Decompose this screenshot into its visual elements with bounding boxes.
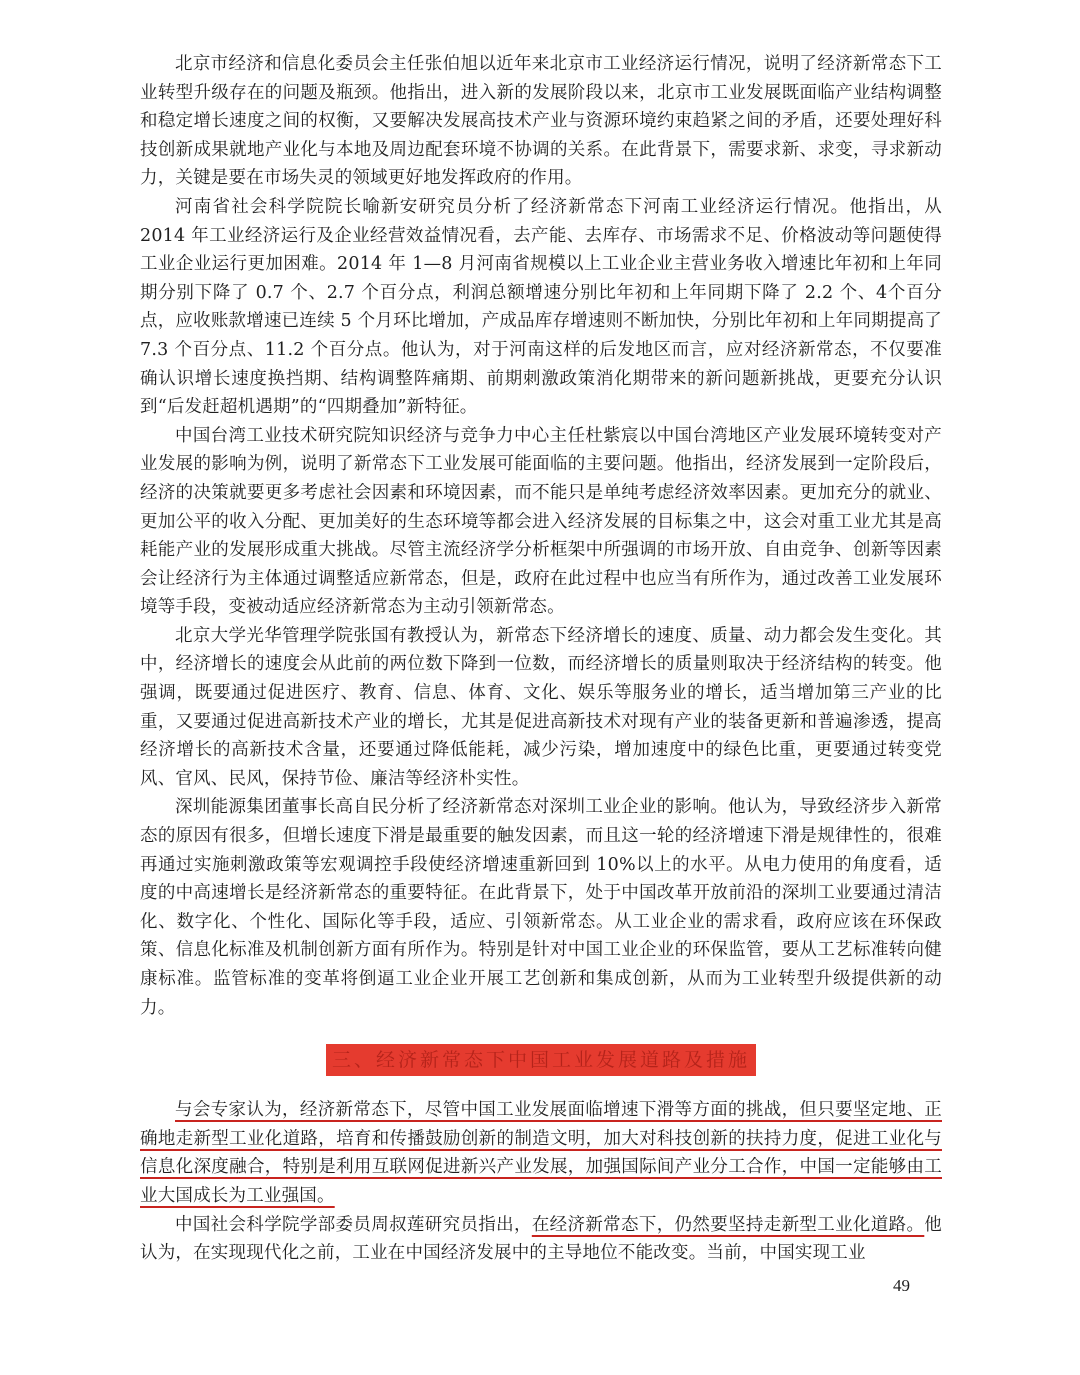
page-number: 49 — [893, 1276, 910, 1295]
paragraph-rest-text: 他认为，在实现现代化之前，工业在中国经济发展中的主导地位不能改变。当前，中国实现工业 — [140, 1214, 942, 1264]
section-heading-wrap — [140, 1044, 942, 1076]
paragraph-taiwan: 中国台湾工业技术研究院知识经济与竞争力中心主任杜紫宸以中国台湾地区产业发展环境转变对产业发展的影响为例，说明了新常态下工业发展可能面临的主要问题。他指出，经济发展到一定阶段后，经济的决策就要更多考虑社会因素和环境因素，而不能只是单纯考虑经济效率因素。更加充分的就业、更加公平的收入分配、更加美好的生态环境等都会进入经济发展的目标集之中，这会对重工业尤其是高耗能产业的发展形成重大挑战。尽管主流经济学分析框架中所强调的市场开放、自由竞争、创新等因素会让经济行为主体通过调整适应新常态，但是，政府在此过程中也应当有所作为，通过改善工业发展环境等手段，变被动适应经济新常态为主动引领新常态。 — [140, 425, 942, 618]
section-heading: 三、经济新常态下中国工业发展道路及措施 — [326, 1044, 756, 1076]
paragraph-experts — [140, 1096, 942, 1210]
underlined-text: 与会专家认为，经济新常态下，尽管中国工业发展面临增速下滑等方面的挑战，但只要坚定地、正确地走新型工业化道路，培育和传播鼓励创新的制造文明，加大对科技创新的扶持力度，促进工业化与信息化深度融合，特别是利用互联网促进新兴产业发展，加强国际间产业分工合作，中国一定能够由工业大国成长为工业强国。 — [140, 1100, 942, 1206]
paragraph-beijing: 北京市经济和信息化委员会主任张伯旭以近年来北京市工业经济运行情况，说明了经济新常态下工业转型升级存在的问题及瓶颈。他指出，进入新的发展阶段以来，北京市工业发展既面临产业结构调整和稳定增长速度之间的权衡，又要解决发展高技术产业与资源环境约束趋紧之间的矛盾，还要处理好科技创新成果就地产业化与本地及周边配套环境不协调的关系。在此背景下，需要求新、求变，寻求新动力，关键是要在市场失灵的领域更好地发挥政府的作用。 — [140, 54, 942, 189]
paragraph-zhou-shulian — [140, 1211, 942, 1268]
paragraph-lead-text: 中国社会科学院学部委员周叔莲研究员指出， — [175, 1214, 532, 1235]
paragraph-peking-university: 北京大学光华管理学院张国有教授认为，新常态下经济增长的速度、质量、动力都会发生变化。其中，经济增长的速度会从此前的两位数下降到一位数，而经济增长的质量则取决于经济结构的转变。他强调，既要通过促进医疗、教育、信息、体育、文化、娱乐等服务业的增长，适当增加第三产业的比重，又要通过促进高新技术产业的增长，尤其是促进高新技术对现有产业的装备更新和普遍渗透，提高经济增长的高新技术含量，还要通过降低能耗，减少污染，增加速度中的绿色比重，更要通过转变党风、官风、民风，保持节俭、廉洁等经济朴实性。 — [140, 625, 942, 789]
paragraph-shenzhen: 深圳能源集团董事长高自民分析了经济新常态对深圳工业企业的影响。他认为，导致经济步入新常态的原因有很多，但增长速度下滑是最重要的触发因素，而且这一轮的经济增速下滑是规律性的，很难再通过实施刺激政策等宏观调控手段使经济增速重新回到 10%以上的水平。从电力使用的角度看，适度的中高速增长是经济新常态的重要特征。在此背景下，处于中国改革开放前沿的深圳工业要通过清洁化、数字化、个性化、国际化等手段，适应、引领新常态。从工业企业的需求看，政府应该在环保政策、信息化标准及机制创新方面有所作为。特别是针对中国工业企业的环保监管，要从工艺标准转向健康标准。监管标准的变革将倒逼工业企业开展工艺创新和集成创新，从而为工业转型升级提供新的动力。 — [140, 797, 942, 1018]
underlined-text: 在经济新常态下，仍然要坚持走新型工业化道路。 — [531, 1214, 925, 1235]
paragraph-henan: 河南省社会科学院院长喻新安研究员分析了经济新常态下河南工业经济运行情况。他指出，从2014 年工业经济运行及企业经营效益情况看，去产能、去库存、市场需求不足、价格波动等问题使得工业企业运行更加困难。2014 年 1—8 月河南省规模以上工业企业主营业务收入增速比年初和上年同期分别下降了 0.7 个、2.7 个百分点，利润总额增速分别比年初和上年同期下降了 2.2 个、4个百分点，应收账款增速已连续 5 个月环比增加，产成品库存增速则不断加快，分别比年初和上年同期提高了 7.3 个百分点、11.2 个百分点。他认为，对于河南这样的后发地区而言，应对经济新常态，不仅要准确认识增长速度换挡期、结构调整阵痛期、前期刺激政策消化期带来的新问题新挑战，更要充分认识到“后发赶超机遇期”的“四期叠加”新特征。 — [140, 196, 942, 418]
body-text — [140, 50, 942, 1268]
